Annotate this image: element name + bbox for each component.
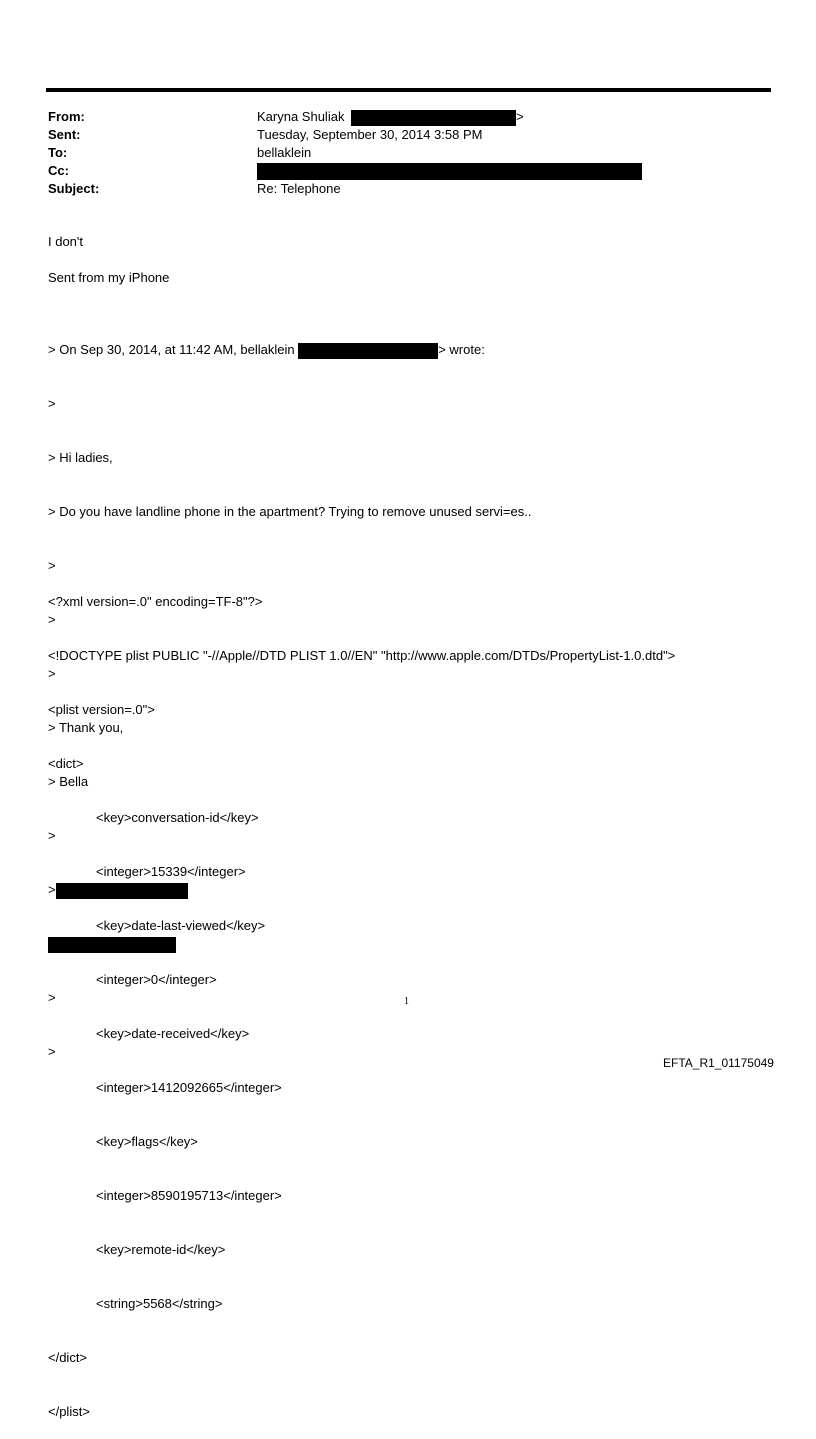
quoted-line: > Bella — [48, 774, 89, 789]
document-id: EFTA_R1_01175049 — [663, 1056, 774, 1070]
xml-line: <integer>0</integer> — [96, 972, 217, 987]
quote-intro-prefix: > On Sep 30, 2014, at 11:42 AM, bellaklein — [48, 342, 295, 357]
quoted-line: > — [48, 990, 56, 1005]
quoted-line: > — [48, 558, 56, 573]
sent-value: Tuesday, September 30, 2014 3:58 PM — [257, 127, 483, 142]
redaction-box — [257, 163, 642, 180]
xml-line: <key>flags</key> — [96, 1134, 198, 1149]
quote-marker: > — [48, 882, 56, 897]
xml-line: <key>conversation-id</key> — [96, 810, 259, 825]
redaction-box — [298, 343, 438, 359]
xml-line: </plist> — [48, 1404, 90, 1419]
sent-row — [48, 126, 748, 144]
from-suffix: > — [516, 109, 524, 124]
xml-line: <string>5568</string> — [96, 1296, 223, 1311]
from-label: From: — [48, 109, 85, 124]
subject-label: Subject: — [48, 181, 100, 196]
xml-line: </dict> — [48, 1350, 88, 1365]
redaction-box — [351, 110, 516, 126]
cc-row — [48, 162, 748, 180]
xml-line: <key>remote-id</key> — [96, 1242, 226, 1257]
sent-label: Sent: — [48, 127, 81, 142]
header-rule — [46, 88, 771, 92]
quoted-line: > — [48, 828, 56, 843]
quote-intro — [48, 341, 531, 359]
quoted-line: > — [48, 612, 56, 627]
quoted-line: > Do you have landline phone in the apartment? Trying to remove unused servi=es.. — [48, 504, 532, 519]
subject-value: Re: Telephone — [257, 181, 341, 196]
xml-line: <dict> — [48, 756, 84, 771]
email-header — [48, 108, 748, 198]
xml-line: <key>date-last-viewed</key> — [96, 918, 266, 933]
xml-block — [48, 557, 675, 1439]
xml-line: <integer>15339</integer> — [96, 864, 246, 879]
xml-line: <integer>1412092665</integer> — [96, 1080, 282, 1095]
quoted-line: > Thank you, — [48, 720, 124, 735]
from-name: Karyna Shuliak — [257, 109, 345, 124]
quoted-line: > — [48, 666, 56, 681]
quoted-line: > — [48, 1044, 56, 1059]
xml-line: <plist version=.0"> — [48, 702, 155, 717]
to-row — [48, 144, 748, 162]
to-value: bellaklein — [257, 145, 312, 160]
from-value — [257, 108, 524, 126]
xml-line: <?xml version=.0" encoding=TF-8"?> — [48, 594, 263, 609]
xml-line: <integer>8590195713</integer> — [96, 1188, 282, 1203]
cc-value — [257, 162, 642, 180]
quoted-line: > — [48, 396, 56, 411]
signature-line: Sent from my iPhone — [48, 270, 170, 285]
page-number: 1 — [404, 996, 409, 1007]
reply-line: I don't — [48, 234, 84, 249]
xml-line: <!DOCTYPE plist PUBLIC "-//Apple//DTD PLIST 1.0//EN" "http://www.apple.com/DTDs/PropertyList-1.0.dtd"> — [48, 648, 676, 663]
cc-label: Cc: — [48, 163, 69, 178]
from-row — [48, 108, 748, 126]
xml-line: <key>date-received</key> — [96, 1026, 250, 1041]
quote-intro-suffix: > wrote: — [438, 342, 485, 357]
to-label: To: — [48, 145, 68, 160]
subject-row — [48, 180, 748, 198]
quoted-line: > Hi ladies, — [48, 450, 113, 465]
